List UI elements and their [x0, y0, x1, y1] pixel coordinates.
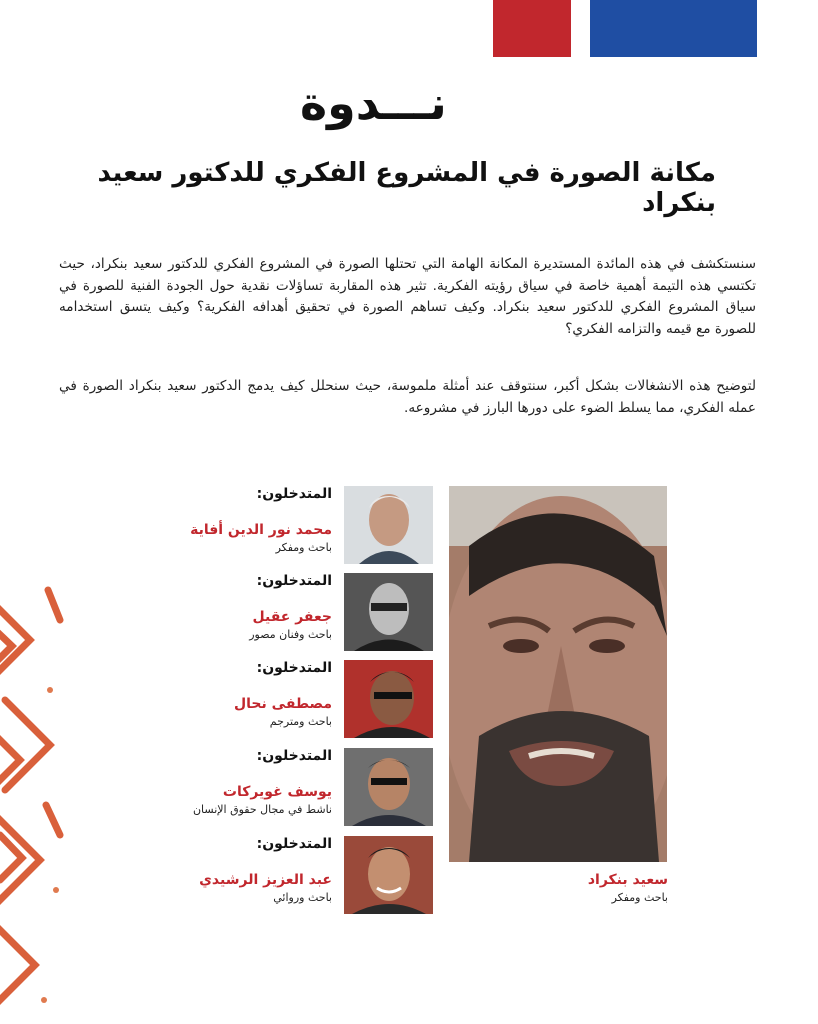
speaker-photo — [344, 660, 433, 738]
speaker-role: باحث ومترجم — [269, 715, 332, 728]
speaker-photo — [344, 573, 433, 651]
speaker-photo — [344, 836, 433, 914]
speakers-label: المتدخلون: — [256, 748, 332, 764]
speaker-name: محمد نور الدين أفاية — [190, 522, 332, 538]
page-heading: نـــدوة — [300, 76, 447, 130]
detail-paragraph: لتوضيح هذه الانشغالات بشكل أكبر، سنتوقف عند أمثلة ملموسة، حيث سنحلل كيف يدمج الدكتور سعيد بنكراد الصورة في عمله الفكري، مما يسلط الضوء على دورها البارز في مشروعه. — [59, 378, 756, 416]
speaker-item — [112, 658, 332, 729]
page-subtitle: مكانة الصورة في المشروع الفكري للدكتور سعيد بنكراد — [97, 158, 716, 218]
speaker-item — [112, 834, 332, 905]
speaker-role: باحث وروائي — [273, 891, 332, 904]
speaker-item — [112, 484, 332, 555]
main-guest-photo — [449, 486, 667, 862]
speakers-label: المتدخلون: — [256, 573, 332, 589]
main-guest-role: باحث ومفكر — [611, 891, 668, 904]
speakers-label: المتدخلون: — [256, 660, 332, 676]
speakers-label: المتدخلون: — [256, 836, 332, 852]
red-color-block — [493, 0, 571, 57]
speaker-item — [112, 746, 332, 817]
speaker-name: جعفر عقيل — [252, 609, 332, 625]
intro-paragraph: سنستكشف في هذه المائدة المستديرة المكانة الهامة التي تحتلها الصورة في المشروع الفكري للدكتور سعيد بنكراد، حيث تكتسي هذه التيمة أهمية خاصة في سياق رؤيته الفكرية. تثير هذه المقاربة تساؤلات نقدية حول الجودة الفنية للصورة في سياق المشروع الفكري للدكتور سعيد بنكراد. وكيف تساهم الصورة في تحقيق أهدافه الفكرية؟ وكيف يتسق استخدامه للصورة مع قيمه والتزامه الفكري؟ — [59, 256, 756, 337]
speaker-name: مصطفى نحال — [234, 696, 332, 712]
speaker-role: باحث ومفكر — [275, 541, 332, 554]
decorative-pattern — [0, 580, 64, 1024]
speaker-role: باحث وفنان مصور — [249, 628, 332, 641]
speaker-name: يوسف غويركات — [222, 784, 332, 800]
speaker-photo — [344, 486, 433, 564]
main-guest-name: سعيد بنكراد — [587, 872, 668, 888]
speaker-name: عبد العزيز الرشيدي — [199, 872, 332, 888]
speaker-role: ناشط في مجال حقوق الإنسان — [192, 803, 332, 816]
blue-color-block — [590, 0, 757, 57]
speaker-item — [112, 571, 332, 642]
speaker-photo — [344, 748, 433, 826]
speakers-label: المتدخلون: — [256, 486, 332, 502]
main-guest-caption — [588, 870, 668, 905]
